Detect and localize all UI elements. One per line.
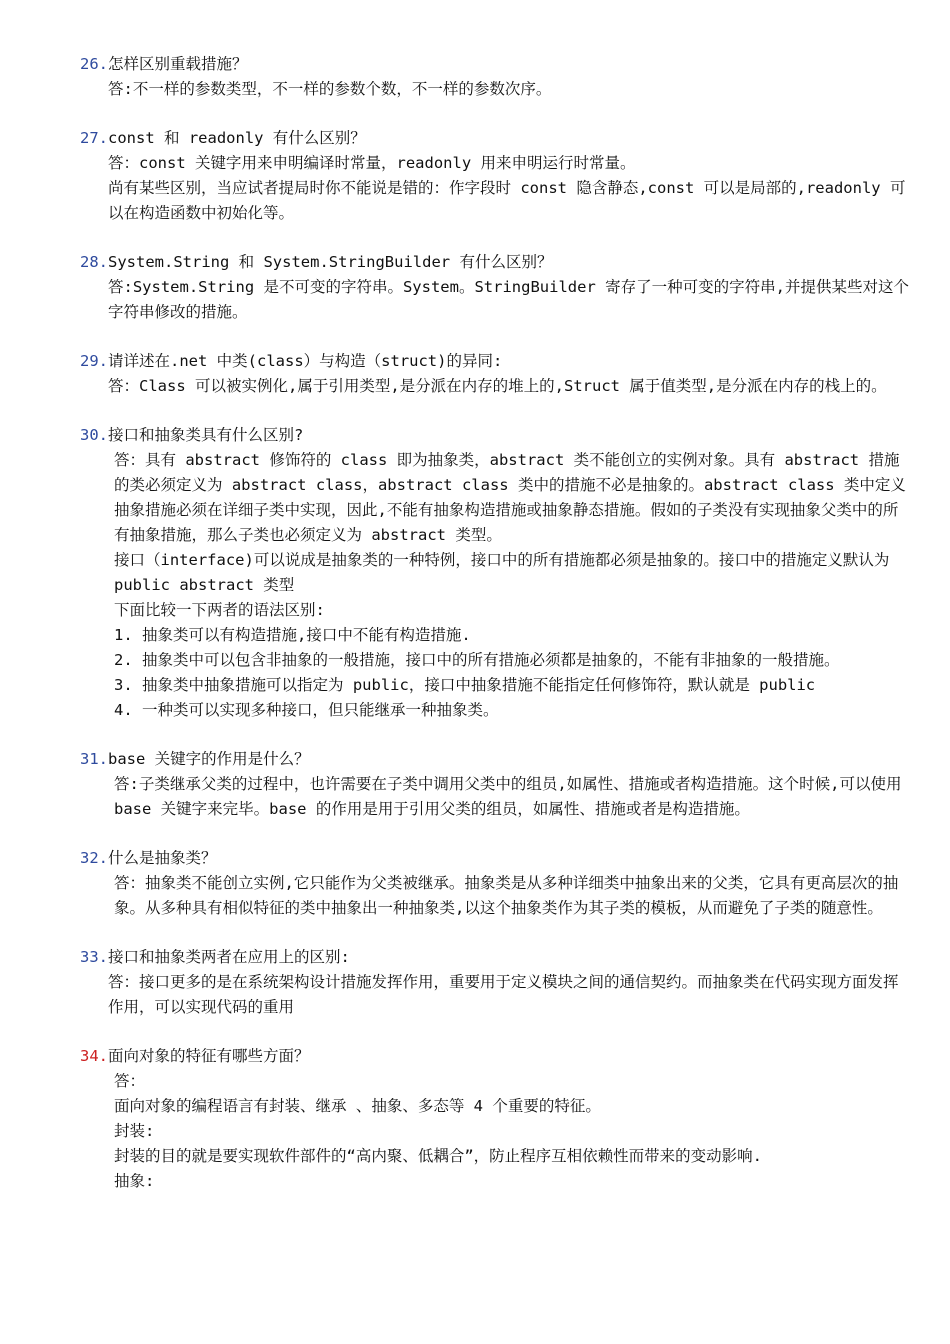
- list-item: 3. 抽象类中抽象措施可以指定为 public，接口中抽象措施不能指定任何修饰符，默认就是 public: [114, 676, 816, 694]
- answer-line: 答：接口更多的是在系统架构设计措施发挥作用，重要用于定义模块之间的通信契约。而抽象类在代码实现方面发挥作用，可以实现代码的重用: [108, 973, 899, 1016]
- question-text: System.String 和 System.StringBuilder 有什么区别？: [108, 253, 553, 271]
- answer: [80, 1069, 910, 1194]
- list-item: 4. 一种类可以实现多种接口，但只能继承一种抽象类。: [114, 701, 499, 719]
- section-heading: 抽象:: [114, 1172, 155, 1190]
- qa-34: [80, 1044, 910, 1194]
- question-number: 32.: [80, 849, 108, 867]
- question-number: 30.: [80, 426, 108, 444]
- qa-31: [80, 747, 910, 822]
- qa-32: [80, 846, 910, 921]
- question: [80, 250, 910, 275]
- answer: [80, 151, 910, 226]
- question: [80, 846, 910, 871]
- question-number: 29.: [80, 352, 108, 370]
- qa-27: [80, 126, 910, 226]
- answer-line: 下面比较一下两者的语法区别:: [114, 601, 325, 619]
- answer-line: 答：具有 abstract 修饰符的 class 即为抽象类，abstract 类不能创立的实例对象。具有 abstract 措施的类必须定义为 abstract class，abstract class 类中的措施不必是抽象的。abstract class 类中定义抽象措施必须在详细子类中实现，因此,不能有抽象构造措施或抽象静态措施。假如的子类没有实现抽象父类中的所有抽象措施，那么子类也必须定义为 abstract 类型。: [114, 451, 906, 544]
- question-number: 26.: [80, 55, 108, 73]
- question: [80, 747, 910, 772]
- question-text: 怎样区别重载措施？: [108, 55, 248, 73]
- question-text: 接口和抽象类两者在应用上的区别:: [108, 948, 350, 966]
- list-item: 2. 抽象类中可以包含非抽象的一般措施，接口中的所有措施必须都是抽象的，不能有非抽象的一般措施。: [114, 651, 840, 669]
- question: [80, 52, 910, 77]
- answer-line: 尚有某些区别，当应试者提局时你不能说是错的：作字段时 const 隐含静态,const 可以是局部的,readonly 可以在构造函数中初始化等。: [108, 179, 906, 222]
- answer: [80, 871, 910, 921]
- answer-line: 答：: [114, 1072, 146, 1090]
- answer-line: 答:不一样的参数类型，不一样的参数个数，不一样的参数次序。: [108, 80, 552, 98]
- question-number: 27.: [80, 129, 108, 147]
- question: [80, 423, 910, 448]
- question-text: 面向对象的特征有哪些方面？: [108, 1047, 310, 1065]
- answer-line: 答:子类继承父类的过程中，也许需要在子类中调用父类中的组员,如属性、措施或者构造措施。这个时候,可以使用 base 关键字来完毕。base 的作用是用于引用父类的组员，如属性、措施或者是构造措施。: [114, 775, 902, 818]
- answer: [80, 374, 910, 399]
- answer: [80, 77, 910, 102]
- answer: [80, 275, 910, 325]
- question-number: 33.: [80, 948, 108, 966]
- answer: [80, 970, 910, 1020]
- qa-28: [80, 250, 910, 325]
- question-text: 请详述在.net 中类(class）与构造（struct)的异同:: [108, 352, 503, 370]
- question: [80, 1044, 910, 1069]
- list-item: 1. 抽象类可以有构造措施,接口中不能有构造措施.: [114, 626, 471, 644]
- qa-33: [80, 945, 910, 1020]
- question: [80, 945, 910, 970]
- qa-29: [80, 349, 910, 399]
- answer-line: 答：抽象类不能创立实例,它只能作为父类被继承。抽象类是从多种详细类中抽象出来的父类，它具有更高层次的抽象。从多种具有相似特征的类中抽象出一种抽象类,以这个抽象类作为其子类的模板，从而避免了子类的随意性。: [114, 874, 899, 917]
- question-number: 34.: [80, 1047, 108, 1065]
- qa-30: [80, 423, 910, 723]
- answer-line: 答:System.String 是不可变的字符串。System。StringBuilder 寄存了一种可变的字符串,并提供某些对这个字符串修改的措施。: [108, 278, 909, 321]
- answer: [80, 772, 910, 822]
- answer: [80, 448, 910, 723]
- section-heading: 封装:: [114, 1122, 155, 1140]
- answer-line: 面向对象的编程语言有封装、继承 、抽象、多态等 4 个重要的特征。: [114, 1097, 601, 1115]
- question-number: 28.: [80, 253, 108, 271]
- question-text: const 和 readonly 有什么区别？: [108, 129, 366, 147]
- answer-line: 答：const 关键字用来申明编译时常量，readonly 用来申明运行时常量。: [108, 154, 636, 172]
- question: [80, 126, 910, 151]
- answer-line: 答：Class 可以被实例化,属于引用类型,是分派在内存的堆上的,Struct 属于值类型,是分派在内存的栈上的。: [108, 377, 887, 395]
- answer-line: 封装的目的就是要实现软件部件的“高内聚、低耦合”，防止程序互相依赖性而带来的变动影响.: [114, 1147, 762, 1165]
- answer-line: 接口（interface)可以说成是抽象类的一种特例，接口中的所有措施都必须是抽象的。接口中的措施定义默认为 public abstract 类型: [114, 551, 890, 594]
- question-text: 什么是抽象类？: [108, 849, 217, 867]
- qa-26: [80, 52, 910, 102]
- question: [80, 349, 910, 374]
- question-text: 接口和抽象类具有什么区别?: [108, 426, 304, 444]
- question-number: 31.: [80, 750, 108, 768]
- question-text: base 关键字的作用是什么？: [108, 750, 310, 768]
